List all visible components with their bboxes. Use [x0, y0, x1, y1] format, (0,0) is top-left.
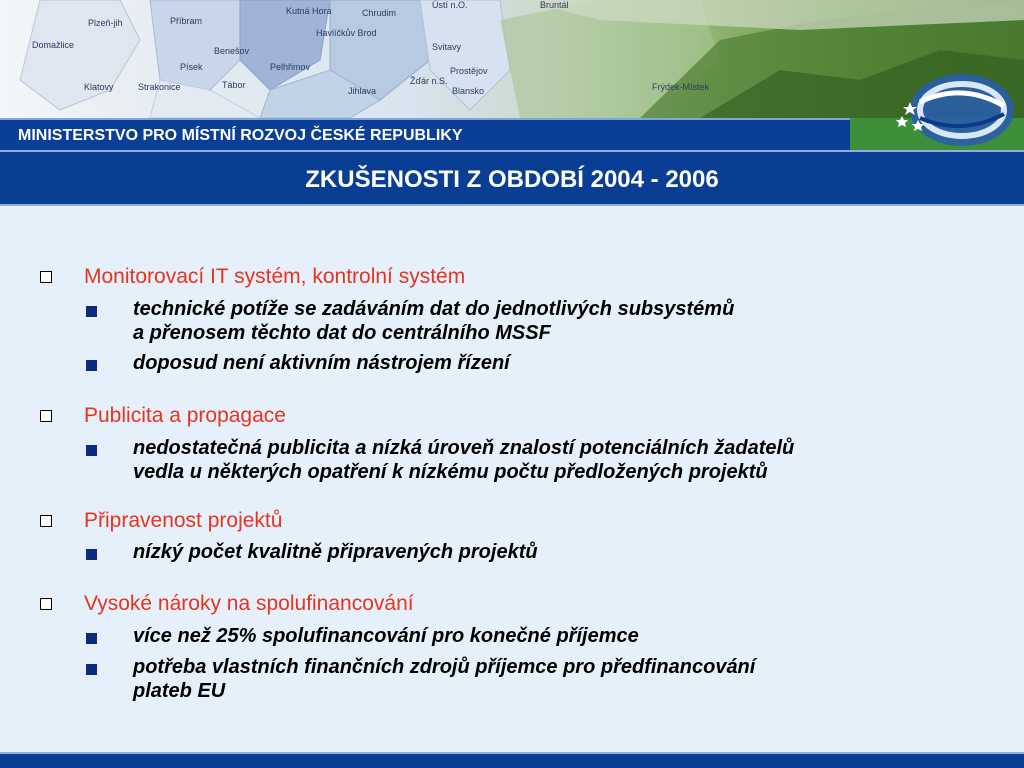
section-bullet-icon — [40, 515, 52, 527]
map-town-label: Jihlava — [348, 86, 377, 96]
item-bullet-icon — [86, 306, 97, 317]
list-item-line: vedla u některých opatření k nízkému počtu předložených projektů — [133, 461, 768, 483]
section-heading: Připravenost projektů — [84, 509, 283, 532]
eu-logo-icon — [890, 62, 1018, 154]
map-town-label: Bruntál — [540, 0, 569, 10]
section-heading: Vysoké nároky na spolufinancování — [84, 592, 414, 615]
list-item-line: plateb EU — [133, 680, 226, 702]
map-town-label: Prostějov — [450, 66, 488, 76]
map-town-label: Ústí n.O. — [432, 0, 468, 10]
item-bullet-icon — [86, 445, 97, 456]
map-town-label: Pelhřimov — [270, 62, 311, 72]
footer-bar — [0, 752, 1024, 768]
map-town-label: Havlíčkův Brod — [316, 28, 377, 38]
ministry-bar — [0, 118, 850, 150]
list-item-line: nedostatečná publicita a nízká úroveň znalostí potenciálních žadatelů — [133, 437, 795, 459]
map-town-label: Příbram — [170, 16, 203, 26]
section-heading: Monitorovací IT systém, kontrolní systém — [84, 265, 466, 288]
section-bullet-icon — [40, 410, 52, 422]
slide-title: ZKUŠENOSTI Z OBDOBÍ 2004 - 2006 — [305, 166, 719, 193]
map-town-label: Blansko — [452, 86, 485, 96]
map-town-label: Tábor — [222, 80, 246, 90]
map-town-label: Domažlice — [32, 40, 75, 50]
list-item-line: více než 25% spolufinancování pro konečné příjemce — [133, 625, 639, 647]
map-town-label: Chrudim — [362, 8, 397, 18]
list-item-line: technické potíže se zadáváním dat do jednotlivých subsystémů — [133, 298, 735, 320]
section-bullet-icon — [40, 598, 52, 610]
list-item-line: a přenosem těchto dat do centrálního MSSF — [133, 322, 551, 344]
list-item-line: potřeba vlastních finančních zdrojů příjemce pro předfinancování — [133, 656, 756, 678]
list-item-line: doposud není aktivním nástrojem řízení — [133, 352, 510, 374]
item-bullet-icon — [86, 633, 97, 644]
section-bullet-icon — [40, 271, 52, 283]
map-town-label: Frýdek-Místek — [652, 82, 710, 92]
item-bullet-icon — [86, 664, 97, 675]
map-town-label: Písek — [180, 62, 203, 72]
section-heading: Publicita a propagace — [84, 404, 286, 427]
map-town-label: Svitavy — [432, 42, 462, 52]
item-bullet-icon — [86, 549, 97, 560]
map-town-label: Strakonice — [138, 82, 181, 92]
ministry-name: MINISTERSTVO PRO MÍSTNÍ ROZVOJ ČESKÉ REPUBLIKY — [18, 127, 463, 144]
header-banner — [0, 0, 1024, 118]
list-item-line: nízký počet kvalitně připravených projektů — [133, 541, 538, 563]
map-town-label: Klatovy — [84, 82, 114, 92]
map-town-label: Kutná Hora — [286, 6, 332, 16]
map-town-label: Žďár n.S. — [410, 76, 448, 86]
region-map-image — [0, 0, 1024, 118]
map-town-label: Benešov — [214, 46, 250, 56]
map-town-label: Plzeň-jih — [88, 18, 123, 28]
item-bullet-icon — [86, 360, 97, 371]
title-bar — [0, 150, 1024, 206]
